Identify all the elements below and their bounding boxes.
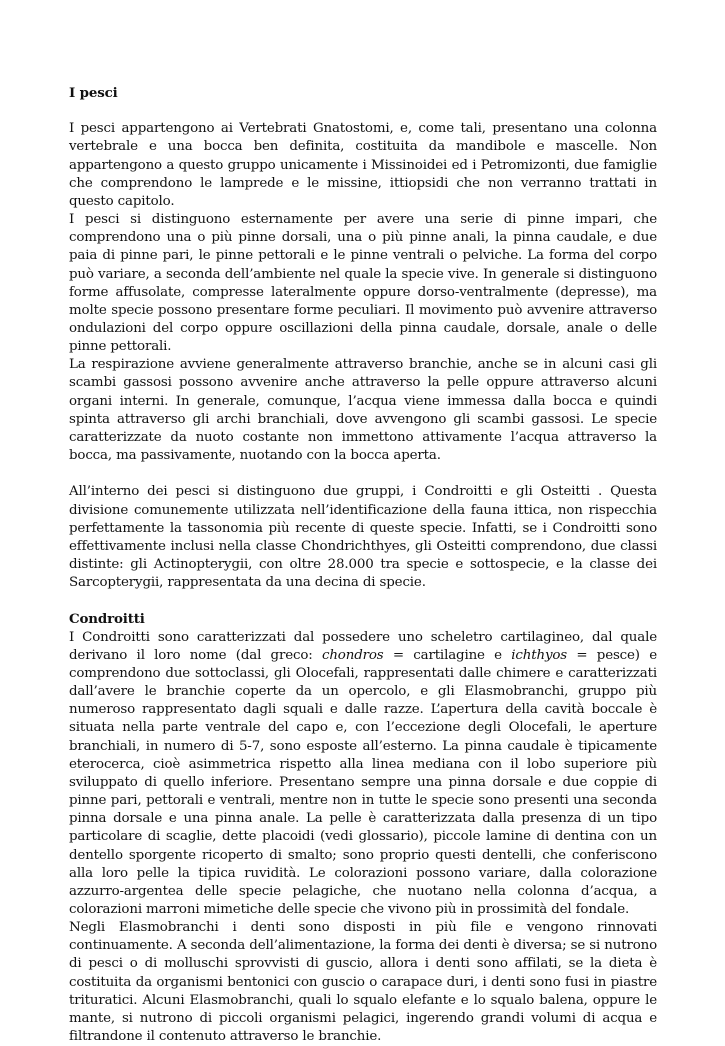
greek-term-ichthyos: ichthyos <box>511 647 568 663</box>
spacer <box>69 465 657 483</box>
page-title: I pesci <box>69 85 118 101</box>
groups-paragraph: All’interno dei pesci si distinguono due gruppi, i Condroitti e gli Osteitti . Questa divisione comunemente utilizzata nell’identificazione della fauna ittica, non rispecchia perfettamente la tassonomia più recente di queste specie. Infatti, se i Condroitti sono effettivamente inclusi nella classe Chondrichthyes, gli Osteitti comprendono, due classi distinte: gli Actinopterygii, con oltre 28.000 tra specie e sottospecie, e la classe dei Sarcopterygii, rappresentata da una decina di specie. <box>69 484 657 591</box>
text-run: = pesce) e comprendono due sottoclassi, gli Olocefali, rappresentati dalle chimere e caratterizzati dall’avere le branchie coperte da un opercolo, e gli Elasmobranchi, gruppo più numeroso rappresentato dagli squali e dalle razze. L’apertura della cavità boccale è situata nella parte ventrale del capo e, con l’eccezione degli Olocefali, le aperture branchiali, in numero di 5-7, sono esposte all’esterno. La pinna caudale è tipicamente eterocerca, cioè asimmetrica rispetto alla linea mediana con il lobo superiore più sviluppato di quello inferiore. Presentano sempre una pinna dorsale e due coppie di pinne pari, pettorali e ventrali, mentre non in tutte le specie sono presenti una seconda pinna dorsale e una pinna anale. La pelle è caratterizzata dalla presenza di un tipo particolare di scaglie, dette placoidi (vedi glossario), piccole lamine di dentina con un dentello sporgente ricoperto di smalto; sono proprio questi dentelli, che conferiscono alla loro pelle la tipica ruvidità. Le colorazioni possono variare, dalla colorazione azzurro-argentea delle specie pelagiche, che nuotano nella colonna d’acqua, a colorazioni marroni mimetiche delle specie che vivono più in prossimità del fondale. <box>69 647 657 917</box>
spacer <box>69 592 657 610</box>
intro-paragraph-3: La respirazione avviene generalmente attraverso branchie, anche se in alcuni casi gli scambi gassosi possono avvenire anche attraverso la pelle oppure attraverso alcuni organi interni. In generale, comunque, l’acqua viene immessa dalla bocca e quindi spinta attraverso gli archi branchiali, dove avvengono gli scambi gassosi. Le specie caratterizzate da nuoto costante non immettono attivamente l’acqua attraverso la bocca, ma passivamente, nuotando con la bocca aperta. <box>69 357 657 464</box>
spacer <box>69 102 657 120</box>
greek-term-chondros: chondros <box>321 647 384 663</box>
text-run: = cartilagine e <box>383 647 512 663</box>
text-run: I Condroitti sono caratterizzati dal possedere uno scheletro cartilagineo, dal quale derivano il loro nome (dal greco: <box>69 629 657 663</box>
document-page <box>69 84 657 1046</box>
section-heading-condroitti: Condroitti <box>69 611 145 628</box>
condroitti-paragraph-1 <box>69 629 657 920</box>
intro-paragraph-1: I pesci appartengono ai Vertebrati Gnatostomi, e, come tali, presentano una colonna vertebrale e una bocca ben definita, costituita da mandibole e mascelle. Non appartengono a questo gruppo unicamente i Missinoidei ed i Petromizonti, due famiglie che comprendono le lamprede e le missine, ittiopsidi che non verranno trattati in questo capitolo. <box>69 121 657 209</box>
intro-paragraph-2: I pesci si distinguono esternamente per avere una serie di pinne impari, che comprendono una o più pinne dorsali, una o più pinne anali, la pinna caudale, e due paia di pinne pari, le pinne pettorali e le pinne ventrali o pelviche. La forma del corpo può variare, a seconda dell’ambiente nel quale la specie vive. In generale si distinguono forme affusolate, compresse lateralmente oppure dorso-ventralmente (depresse), ma molte specie possono presentare forme peculiari. Il movimento può avvenire attraverso ondulazioni del corpo oppure oscillazioni della pinna caudale, dorsale, anale o delle pinne pettorali. <box>69 212 657 355</box>
condroitti-paragraph-2: Negli Elasmobranchi i denti sono disposti in più file e vengono rinnovati continuamente. A seconda dell’alimentazione, la forma dei denti è diversa; se si nutrono di pesci o di molluschi sprovvisti di guscio, allora i denti sono affilati, se la dieta è costituita da organismi bentonici con guscio o carapace duri, i denti sono fusi in piastre trituratici. Alcuni Elasmobranchi, quali lo squalo elefante e lo squalo balena, oppure le mante, si nutrono di piccoli organismi pelagici, ingerendo grandi volumi di acqua e filtrandone il contenuto attraverso le branchie. <box>69 920 657 1045</box>
